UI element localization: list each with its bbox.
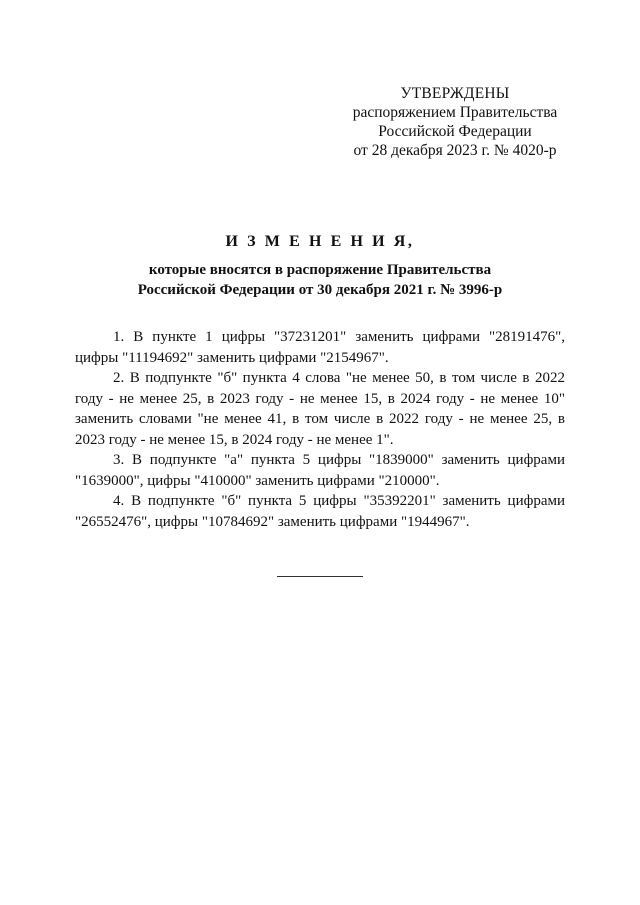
approval-line-1: распоряжением Правительства xyxy=(352,104,558,121)
approval-line-3: от 28 декабря 2023 г. № 4020-р xyxy=(353,142,557,159)
amendment-item-2: 2. В подпункте "б" пункта 4 слова "не менее 50, в том числе в 2022 году - не менее 25, в 2023 году - не менее 15, в 2024 году - не менее 10" заменить словами "не менее 41, в том числе в 2022 году - не менее 25, в 2023 году - не менее 15, в 2024 году - не менее 1". xyxy=(75,370,565,448)
approval-block xyxy=(330,84,580,160)
end-divider xyxy=(277,576,363,577)
document-heading xyxy=(60,232,580,300)
amendment-item-1: 1. В пункте 1 цифры "37231201" заменить цифрами "28191476", цифры "11194692" заменить цифрами "2154967". xyxy=(75,329,565,366)
document-title: И З М Е Н Е Н И Я, xyxy=(225,233,415,250)
document-body xyxy=(75,327,565,532)
document-subtitle xyxy=(60,260,580,300)
subtitle-line-1: которые вносятся в распоряжение Правительства xyxy=(148,262,492,278)
subtitle-line-2: Российской Федерации от 30 декабря 2021 г. № 3996-р xyxy=(137,282,503,298)
approval-line-2: Российской Федерации xyxy=(378,123,532,140)
amendment-item-4: 4. В подпункте "б" пункта 5 цифры "35392201" заменить цифрами "26552476", цифры "10784692" заменить цифрами "1944967". xyxy=(75,493,565,530)
approval-title: УТВЕРЖДЕНЫ xyxy=(400,85,510,102)
amendment-item-3: 3. В подпункте "а" пункта 5 цифры "1839000" заменить цифрами "1639000", цифры "410000" заменить цифрами "210000". xyxy=(75,452,565,489)
